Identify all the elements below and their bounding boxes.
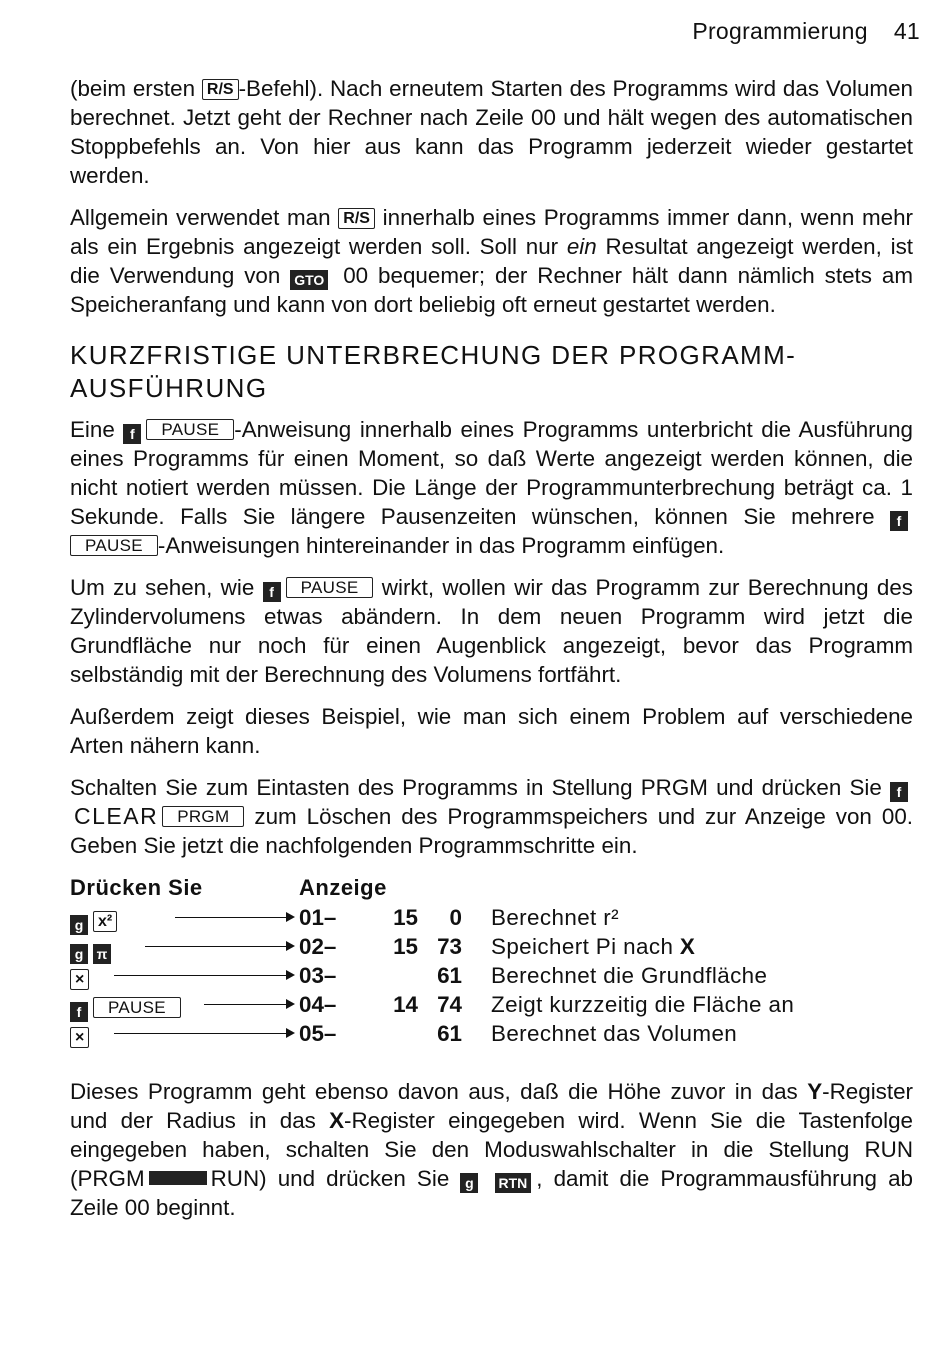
keycode-1: 14 [393, 992, 418, 1017]
paragraph-5: Außerdem zeigt dieses Beispiel, wie man sich einem Problem auf verschiedene Arten nähern kann. [70, 704, 913, 758]
arrow-icon [175, 917, 293, 918]
column-header-display: Anzeige [299, 875, 387, 900]
table-row [70, 1019, 913, 1048]
table-row [70, 990, 913, 1019]
gto-key-icon: GTO [290, 270, 328, 290]
step-description: Speichert Pi nach X [491, 934, 696, 959]
arrow-icon [114, 1033, 293, 1034]
keycode-1: 15 [393, 934, 418, 959]
step-description: Zeigt kurzzeitig die Fläche an [491, 992, 795, 1017]
program-table [70, 873, 913, 1065]
rs-key-icon: R/S [202, 79, 239, 100]
keycode-2: 73 [437, 934, 462, 959]
table-row [70, 903, 913, 932]
pause-key-icon: PAUSE [286, 577, 374, 598]
f-key-icon: f [70, 1002, 88, 1022]
keycode-1: 15 [393, 905, 418, 930]
x-squared-key-icon: x² [93, 911, 117, 932]
page-number: 41 [893, 18, 920, 44]
keycode-2: 0 [449, 905, 462, 930]
pause-key-icon: PAUSE [70, 535, 158, 556]
step-description: Berechnet r² [491, 905, 620, 930]
program-line: 04– [299, 992, 337, 1017]
pause-key-icon: PAUSE [146, 419, 234, 440]
section-title: Programmierung [692, 18, 868, 44]
g-key-icon: g [70, 944, 88, 964]
page-header [692, 18, 920, 45]
keycode-2: 74 [437, 992, 462, 1017]
section-heading: KURZFRISTIGE UNTERBRECHUNG DER PROGRAMM-AUSFÜHRUNG [70, 340, 797, 403]
clear-label: CLEAR [74, 803, 159, 829]
keycode-2: 61 [437, 963, 462, 988]
paragraph-3: Eine f PAUSE -Anweisung innerhalb eines Programms unterbricht die Ausführung eines Programms für einen Moment, so daß Werte angezeigt werden können, die nicht notiert werden müssen. Die Länge der Programmunterbrechung beträgt ca. 1 Sekunde. Falls Sie längere Pausenzeiten wünschen, können Sie mehrere fPAUSE -Anweisungen hintereinander in das Programm einfügen. [70, 417, 913, 558]
pause-key-icon: PAUSE [93, 997, 181, 1018]
paragraph-4: Um zu sehen, wie f PAUSE wirkt, wollen wir das Programm zur Berechnung des Zylindervolumens etwas abändern. In dem neuen Programm wird jetzt die Grundfläche nur noch für einen Augenblick angezeigt, bevor das Programm selbständig mit der Berechnung des Volumens fortfährt. [70, 575, 913, 687]
program-line: 01– [299, 905, 337, 930]
step-description: Berechnet das Volumen [491, 1021, 738, 1046]
paragraph-1: (beim ersten R/S -Befehl). Nach erneutem Starten des Programms wird das Volumen berechnet. Jetzt geht der Rechner nach Zeile 00 und hält wegen des automatischen Stoppbefehls an. Von hier aus kann das Programm jederzeit wieder gestartet werden. [70, 76, 913, 188]
multiply-key-icon: × [70, 969, 89, 990]
rs-key-icon: R/S [338, 208, 375, 229]
program-line: 02– [299, 934, 337, 959]
arrow-icon [114, 975, 293, 976]
f-key-icon: f [890, 511, 908, 531]
step-description: Berechnet die Grundfläche [491, 963, 768, 988]
paragraph-6: Schalten Sie zum Eintasten des Programms in Stellung PRGM und drücken Sie fCLEAR PRGM zum Löschen des Programmspeichers und zur Anzeige von 00. Geben Sie jetzt die nachfolgenden Programmschritte ein. [70, 775, 913, 858]
arrow-icon [145, 946, 293, 947]
f-key-icon: f [123, 424, 141, 444]
f-key-icon: f [263, 582, 281, 602]
prgm-key-icon: PRGM [162, 806, 244, 827]
column-header-press: Drücken Sie [70, 875, 203, 900]
multiply-key-icon: × [70, 1027, 89, 1048]
paragraph-7: Dieses Programm geht ebenso davon aus, daß die Höhe zuvor in das Y-Register und der Radius in das X-Register eingegeben wird. Wenn Sie die Tastenfolge eingegeben haben, schalten Sie den Moduswahlschalter in die Stellung RUN (PRGM RUN) und drücken Sie g RTN , damit die Programmausführung ab Zeile 00 beginnt. [70, 1079, 913, 1220]
pi-key-icon: π [93, 944, 111, 964]
keycode-2: 61 [437, 1021, 462, 1046]
rtn-key-icon: RTN [495, 1173, 532, 1193]
paragraph-2: Allgemein verwendet man R/S innerhalb eines Programms immer dann, wenn mehr als ein Ergebnis angezeigt werden soll. Soll nur ein Resultat angezeigt werden, ist die Verwendung von GTO 00 bequemer; der Rechner hält dann nämlich stets am Speicheranfang und kann von dort beliebig oft erneut gestartet werden. [70, 205, 913, 317]
table-row [70, 961, 913, 990]
table-row [70, 932, 913, 961]
program-line: 05– [299, 1021, 337, 1046]
mode-switch-icon [149, 1171, 207, 1185]
page-body [70, 74, 913, 1235]
g-key-icon: g [460, 1173, 478, 1193]
g-key-icon: g [70, 915, 88, 935]
arrow-icon [204, 1004, 293, 1005]
program-line: 03– [299, 963, 337, 988]
f-key-icon: f [890, 782, 908, 802]
